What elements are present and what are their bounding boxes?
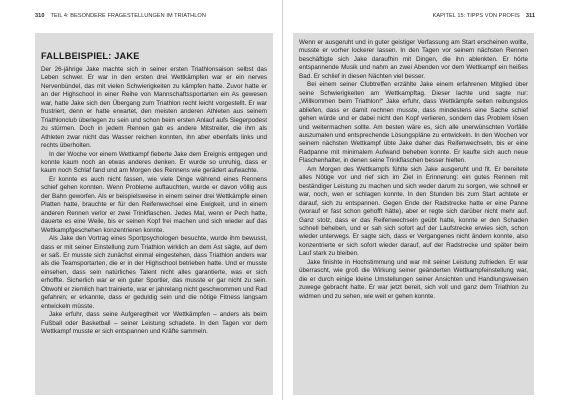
left-header-title: TEIL 4: BESONDERE FRAGESTELLUNGEN IM TRIATHLON <box>50 13 206 19</box>
left-paragraph-5: Jake erfuhr, dass seine Aufgeregtheit vor Wettkämpfen – anders als beim Fußball oder Basketball – seiner Leistung schadete. In den Tagen vor dem Wettkampf musste er sich entspannen und Kräfte sammeln. <box>41 311 267 336</box>
left-page-body <box>41 66 267 337</box>
left-running-header <box>35 13 206 20</box>
right-running-header <box>433 13 535 20</box>
page-gutter <box>282 0 283 400</box>
left-paragraph-1: Der 26-jährige Jake machte sich in seiner ersten Triathlonsaison selbst das Leben schwer. Er war in den ersten drei Wettkämpfen war er ein nerves Nervenbündel, das mit vielen Schwierigkeiten zu kämpfen hatte. Zuvor hatte er an der Highschool in einer Reihe von Mannschaftssportarten ein As gewesen war, hatte Jake sich den Übergang zum Triathlon recht leicht vorgestellt. Er war frustriert, denn er hatte erwartet, den meisten anderen Athleten aus seinem Triathlonclub überlegen zu sein und schon beim ersten Anlauf aufs Siegerpodest zu stürmen. Doch in jedem Rennen gab es andere Mitstreiter, die ihm als Athleten zwar nicht das Wasser reichen konnten, ihn aber ebenfalls links und rechts überholten. <box>41 66 267 150</box>
right-page-number: 311 <box>525 13 535 19</box>
right-paragraph-1: Wenn er ausgeruht und in guter geistiger Verfassung am Start erscheinen wollte, musste er vorher lockerer lassen. In den Tagen vor seinem nächsten Rennen beschäftigte sich Jake daraufhin mit Dingen, die ihn ablenkten. Er hörte entspannende Musik und nahm an zwei Abenden vor dem Wettkampf ein heißes Bad. Er schlief in diesen Nächten viel besser. <box>299 39 528 80</box>
right-paragraph-4: Jake finishte in Hochstimmung und war mit seiner Leistung zufrieden. Er war überrascht, wie groß die Wirkung seiner geänderten Wettkampfeinstellung war, die er durch einige kleine Umstellungen seiner Ansichten und Handlungsweisen zuwege gebracht hatte. Er war jetzt bereit, sich voll und ganz dem Triathlon zu widmen und zu sehen, wie weit er gehen konnte. <box>299 258 528 300</box>
right-page-body <box>299 39 528 301</box>
right-paragraph-2: Bei einem seiner Clubtreffen erzählte Jake einem erfahrenen Mitglied über seine Schwierigkeiten am Wettkampftag. Dieser lachte und sagte nur: „Willkommen beim Triathlon!“ Jake erfuhr, dass Wettkämpfe selten reibungslos abliefen, dass er damit rechnen musste, dass mindestens eine Sache schief gehen würde und er dabei nicht den Kopf verlieren, sondern das Problem lösen und weitermachen sollte. Am besten wäre es, sich alle unerwünschten Vorfälle auszumalen und entsprechende Lösungspläne zu entwickeln. In den Wochen vor seinem nächsten Wettkampf übte Jake daher das Reifenwechseln, bis er eine Radpanne mit minimalem Aufwand beheben konnte. Er kaufte sich auch neue Flaschenhalter, in denen seine Trinkflaschen besser hielten. <box>299 81 528 165</box>
left-page-number: 310 <box>35 13 45 19</box>
right-header-title: KAPITEL 15: TIPPS VON PROFIS <box>432 13 520 19</box>
left-paragraph-2: In der Woche vor einem Wettkampf fieberte Jake dem Ereignis entgegen und konnte kaum noch an etwas anderes denken. Er wurde so unruhig, dass er kaum noch Schlaf fand und am Morgen des Rennens wie gerädert aufwachte. <box>41 150 267 175</box>
right-paragraph-3: Am Morgen des Wettkampfs fühlte sich Jake ausgeruht und fit. Er bereitete alles Nötige vor und rief sich im Ziel in Erinnerung: ein gutes Rennen mit beständiger Leistung zu machen und sich weder darum zu sorgen, wie schnell er war, noch, wen er schlagen konnte. In den Stunden bis zum Start achtete er darauf, sich zu entspannen. Gegen Ende der Radstrecke hatte er eine Panne (worauf er fast schon gehofft hätte), aber er regte sich darüber nicht mehr auf. Ganz stolz, dass er das Reifenwechseln geübt hatte, konnte er den Schaden schnell beheben, und er sah sich sofort auf der Laufstrecke erwies sich, schon wieder unterwegs. Er sagte sich, dass er Vergangenes nicht ändern konnte, also konzentrierte er sich sofort wieder darauf, auf der Radstrecke und später beim Lauf stark zu bleiben. <box>299 165 528 258</box>
case-study-title: FALLBEISPIEL: JAKE <box>41 51 140 61</box>
left-paragraph-4: Als Jake den Vortrag eines Sportpsychologen besuchte, wurde ihm bewusst, dass er mit seiner Einstellung zum Triathlon wirklich an dem Ast sägte, auf dem er saß. Er musste sich zunächst einmal eingestehen, dass Triathlon anders war als die Teamsportarten, die er in der Highschool betrieben hatte. Und er musste einsehen, dass sein natürliches Talent nicht alles garantierte, was er sich erhoffte. Sicherlich war er ein guter Sportler, das musste er gar nicht zu sein. Obwohl er ziemlich hart trainierte, war er jahrelang nicht geschwommen und Rad gefahren; er erkannte, dass er geduldig sein und die nötige Fitness langsam entwickeln müsste. <box>41 235 267 310</box>
left-paragraph-3: Er konnte es auch nicht fassen, wie viele Dinge während eines Rennens schief gehen konnten. Wenn Probleme auftauchten, wurde er davon völlig aus der Bahn geworfen. Als er beispielsweise in einem seiner drei Wettkämpfe einen Platten hatte, brauchte er für den Reifenwechsel eine Ewigkeit, und in einem anderen Rennen verlor er zwei Trinkflaschen. Jedes Mal, wenn er Pech hatte, dauerte es eine Weile, bis er seinen Kopf frei machen und sich wieder auf das Wettkampfgeschehen konzentrieren konnte. <box>41 175 267 234</box>
